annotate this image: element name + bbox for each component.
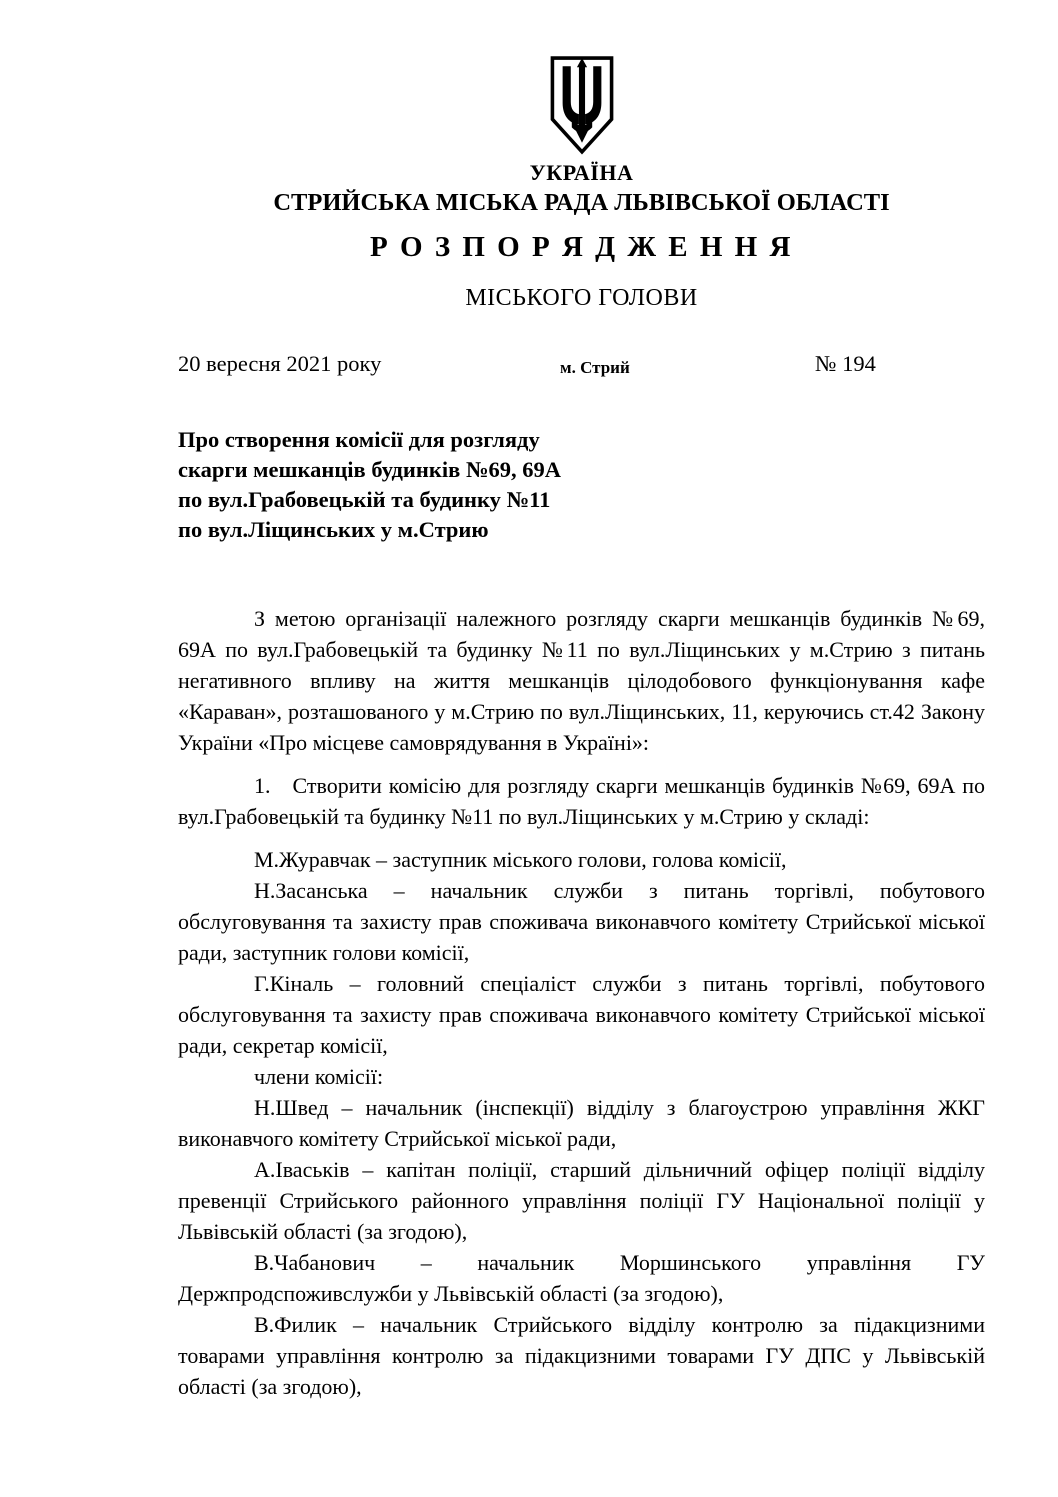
member-kinal: Г.Кіналь – головний спеціаліст служби з питань торгівлі, побутового обслуговування та захисту прав споживача виконавчого комітету Стрийської міської ради, секретар комісії, (178, 971, 985, 1058)
member-fylyk: В.Филик – начальник Стрийського відділу контролю за підакцизними товарами управління контролю за підакцизними товарами ГУ ДПС у Львівській області (за згодою), (178, 1312, 985, 1399)
member-zhuravchak: М.Журавчак – заступник міського голови, голова комісії, (254, 847, 787, 872)
document-number: № 194 (815, 351, 876, 376)
members-label: члени комісії: (254, 1064, 384, 1089)
document-place: м. Стрий (560, 358, 630, 377)
document-type-title: Р О З П О Р Я Д Ж Е Н Н Я (370, 231, 793, 263)
subject-line-4: по вул.Ліщинських у м.Стрию (178, 517, 489, 542)
country-name: УКРАЇНА (529, 160, 634, 185)
ukraine-trident-emblem-icon (547, 55, 617, 157)
member-zasanska: Н.Засанська – начальник служби з питань торгівлі, побутового обслуговування та захисту прав споживача виконавчого комітету Стрийської міської ради, заступник голови комісії, (178, 878, 985, 965)
subject-line-3: по вул.Грабовецькій та будинку №11 (178, 487, 551, 512)
member-ivaskiv: А.Іваськів – капітан поліції, старший дільничний офіцер поліції відділу превенції Стрийського районного управління поліції ГУ Національної поліції у Львівській області (за згодою), (178, 1157, 985, 1244)
member-shved: Н.Швед – начальник (інспекції) відділу з благоустрою управління ЖКГ виконавчого комітету Стрийської міської ради, (178, 1095, 985, 1151)
member-chabanovych: В.Чабанович – начальник Моршинського управління ГУ Держпродспоживслужби у Львівській області (за згодою), (178, 1250, 985, 1306)
paragraph-preamble: З метою організації належного розгляду скарги мешканців будинків №69, 69А по вул.Грабовецькій та будинку №11 по вул.Ліщинських у м.Стрию з питань негативного впливу на життя мешканців цілодобового функціонування кафе «Караван», розташованого у м.Стрию по вул.Ліщинських, 11, керуючись ст.42 Закону України «Про місцеве самоврядування в Україні»: (178, 606, 985, 755)
document-header (178, 55, 985, 312)
paragraph-item-1: 1. Створити комісію для розгляду скарги мешканців будинків №69, 69А по вул.Грабовецькій та будинку №11 по вул.Ліщинських у м.Стрию у складі: (178, 773, 985, 829)
subject-line-2: скарги мешканців будинків №69, 69А (178, 457, 561, 482)
document-subtype: МІСЬКОГО ГОЛОВИ (465, 285, 698, 311)
document-body (178, 603, 985, 1402)
document-date: 20 вересня 2021 року (178, 351, 382, 376)
subject-block (178, 425, 985, 545)
subject-line-1: Про створення комісії для розгляду (178, 427, 540, 452)
council-name: СТРИЙСЬКА МІСЬКА РАДА ЛЬВІВСЬКОЇ ОБЛАСТІ (273, 189, 890, 216)
document-meta-row (178, 348, 985, 379)
